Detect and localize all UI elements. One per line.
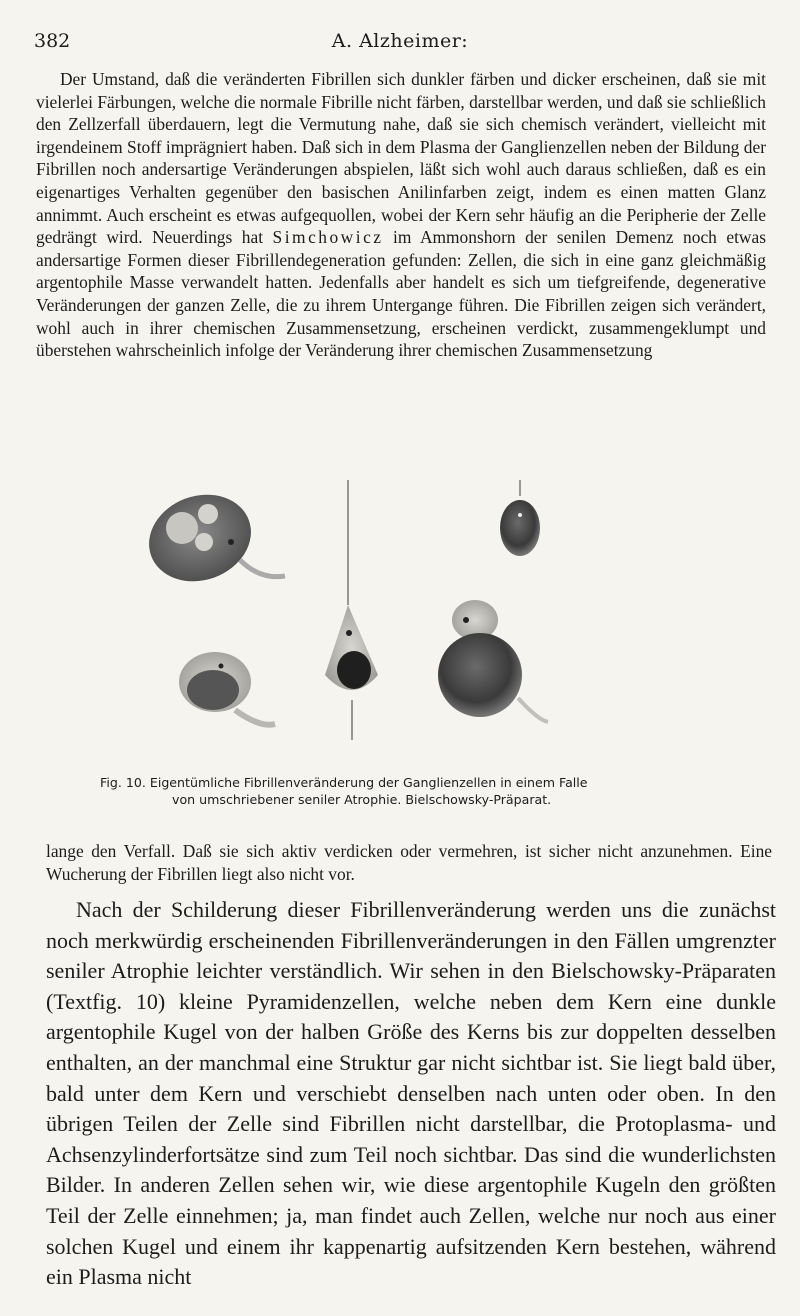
- middle-paragraph: lange den Verfall. Daß sie sich aktiv verdicken oder vermehren, ist sicher nicht anzunehmen. Eine Wucherung der Fibrillen liegt also nicht vor.: [46, 841, 772, 884]
- lower-text-block: [46, 895, 776, 1293]
- lower-paragraph: Nach der Schilderung dieser Fibrillenveränderung werden uns die zunächst noch merkwürdig erscheinenden Fibrillenveränderungen in den Fällen umgrenzter seniler Atrophie leichter verständlich. Wir sehen in den Bielschowsky-Präparaten (Textfig. 10) kleine Pyramidenzellen, welche neben dem Kern eine dunkle argentophile Kugel von der halben Größe des Kerns bis zur doppelten desselben enthalten, an der manchmal eine Struktur gar nicht sichtbar ist. Sie liegt bald über, bald unter dem Kern und verschiebt denselben nach unten oder oben. In den übrigen Teilen der Zelle sind Fibrillen nicht darstellbar, die Protoplasma- und Achsenzylinderfortsätze sind zum Teil noch sichtbar. Das sind die wunderlichsten Bilder. In anderen Zellen sehen wir, wie diese argentophile Kugeln den größten Teil der Zelle einnehmen; ja, man findet auch Zellen, welche nur noch aus einer solchen Kugel und einem ihr kappenartig aufsitzenden Kern bestehen, während ein Plasma nicht: [46, 897, 776, 1290]
- cell-top-right: [500, 480, 540, 556]
- caption-line-2: von umschriebener seniler Atrophie. Bielschowsky-Präparat.: [172, 792, 552, 807]
- cell-bottom-left: [179, 652, 275, 725]
- caption-line-1: Fig. 10. Eigentümliche Fibrillenveränderung der Ganglienzellen in einem Falle: [100, 775, 588, 790]
- upper-paragraph-text-continued: im Ammonshorn der senilen Demenz noch etwas andersartige Formen dieser Fibrillendegeneration gefunden: Zellen, die sich in eine ganz gleichmäßig argentophile Masse verwandelt hatten. Jedenfalls aber handelt es sich um tiefgreifende, degenerative Veränderungen der ganzen Zelle, die zu ihrem Untergange führen. Die Fibrillen zeigen sich verändert, wohl auch in ihrer chemischen Zusammensetzung, erscheinen verdickt, zusammengeklumpt und überstehen wahrscheinlich infolge der Veränderung ihrer chemischen Zusammensetzung: [36, 227, 766, 361]
- figure-caption: [100, 774, 720, 808]
- middle-text-block: [46, 840, 772, 885]
- cell-center-pyramidal: [325, 480, 378, 740]
- author-name-simchowicz: Simchowicz: [272, 227, 384, 248]
- cell-bottom-right: [438, 600, 548, 722]
- cell-top-left: [137, 481, 285, 596]
- ganglion-cells-drawing: [100, 470, 740, 760]
- upper-paragraph: [36, 68, 766, 362]
- figure-10-illustration: [100, 470, 740, 760]
- page-header: [34, 30, 766, 58]
- upper-text-block: [36, 68, 766, 362]
- page-number: 382: [34, 30, 71, 52]
- running-title: A. Alzheimer:: [331, 30, 469, 52]
- upper-paragraph-text: Der Umstand, daß die veränderten Fibrillen sich dunkler färben und dicker erscheinen, daß sie mit vielerlei Färbungen, welche die normale Fibrille nicht färben, darstellbar werden, und daß sie schließlich den Zellzerfall überdauern, legt die Vermutung nahe, daß sie sich chemisch verändert, vielleicht mit irgendeinem Stoff imprägniert haben. Daß sich in dem Plasma der Ganglienzellen neben der Bildung der Fibrillen noch andersartige Veränderungen abspielen, läßt sich wohl auch daraus schließen, daß es ein eigenartiges Verhalten gegenüber den basischen Anilinfarben zeigt, indem es einen matten Glanz annimmt. Auch erscheint es etwas aufgequollen, wobei der Kern sehr häufig an die Peripherie der Zelle gedrängt wird. Neuerdings hat: [36, 69, 766, 248]
